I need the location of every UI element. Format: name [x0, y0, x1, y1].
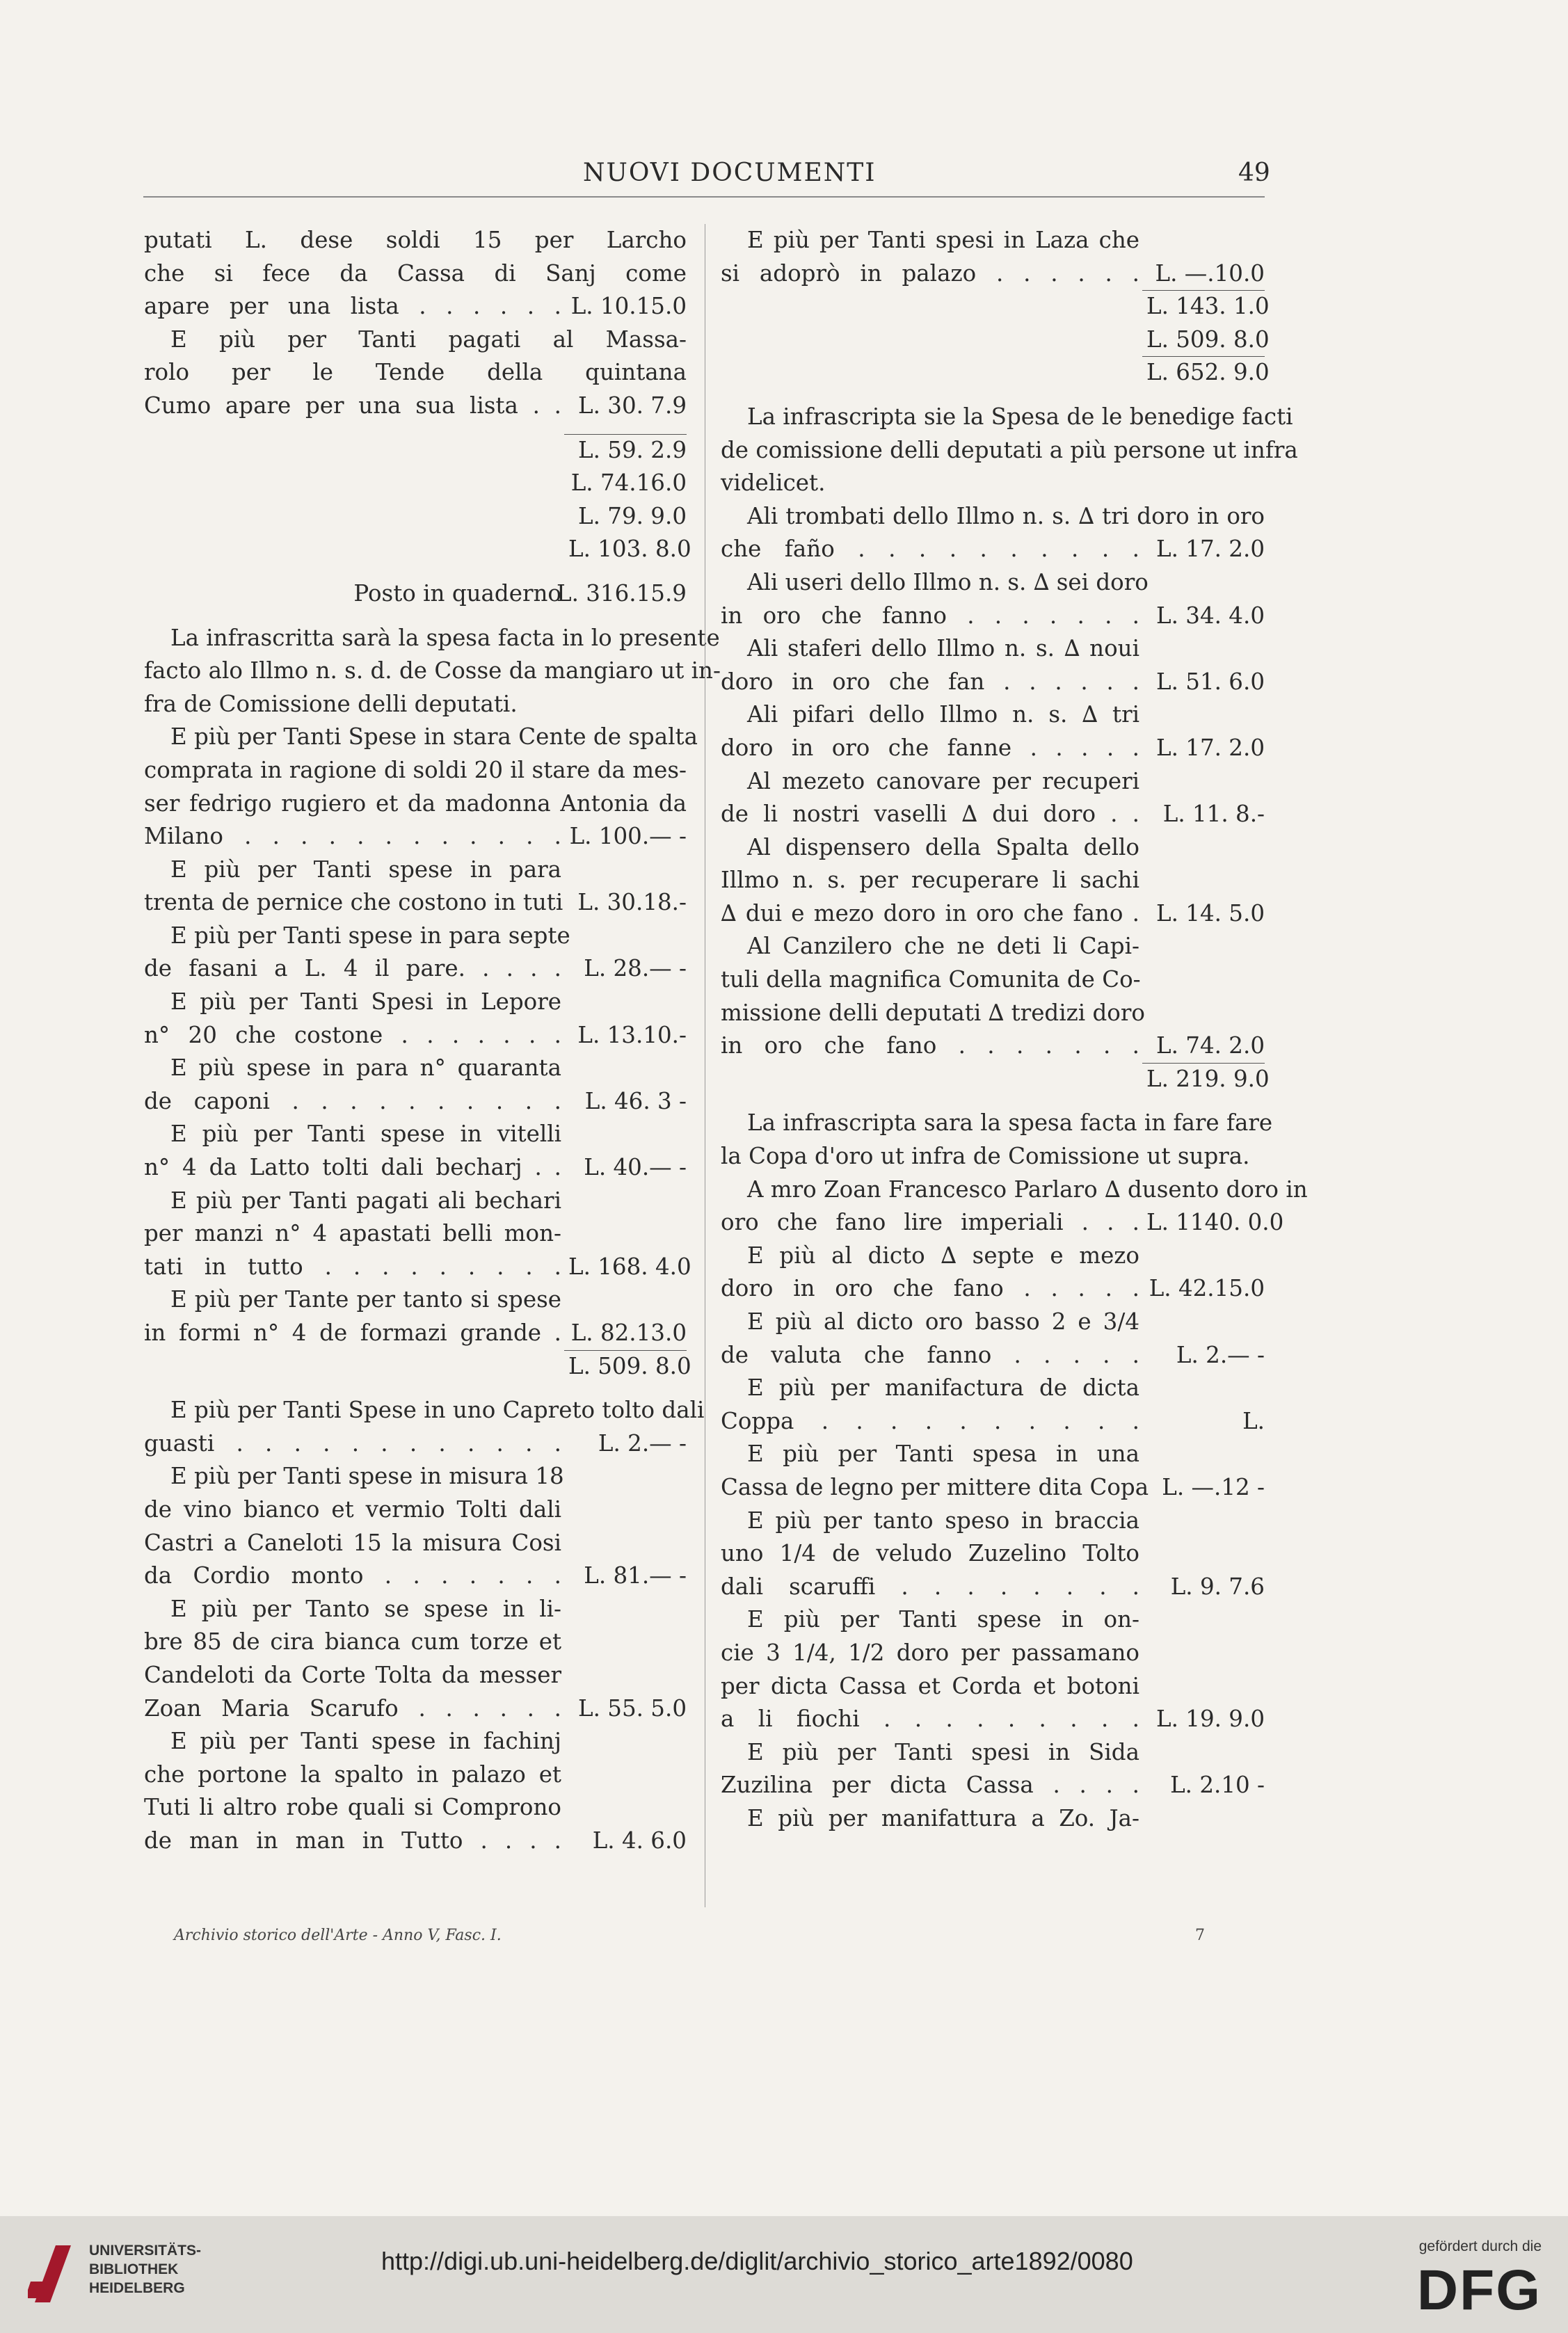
subtotal-line: [721, 356, 1270, 390]
text-line: [144, 1151, 687, 1185]
text-line: [144, 1791, 687, 1825]
subtotal-line: [721, 290, 1270, 323]
line-text: la Copa d'oro ut infra de Comissione ut supra.: [721, 1143, 1250, 1170]
amount: L. 168. 4.0: [568, 1253, 691, 1280]
text-line: [144, 1019, 687, 1052]
line-text: n° 20 che costone . . . . . . .: [144, 1021, 561, 1048]
line-text: Cassa de legno per mittere dita Copa: [721, 1473, 1149, 1500]
text-line: [721, 1372, 1265, 1405]
subtotal-line: [144, 467, 687, 500]
text-line: [144, 1085, 687, 1119]
line-text: uno 1/4 de veludo Zuzelino Tolto: [721, 1540, 1139, 1567]
text-line: [144, 1427, 687, 1461]
text-line: [144, 853, 687, 887]
text-line: [721, 1802, 1265, 1836]
line-text: E più per Tanti Spesi in Lepore: [170, 988, 561, 1016]
amount: L. 51. 6.0: [1156, 668, 1265, 695]
amount: L. 11. 8.-: [1162, 801, 1265, 828]
spacer: [721, 390, 1265, 401]
amount: L. 103. 8.0: [568, 536, 691, 563]
amount: L. 9. 7.6: [1170, 1573, 1265, 1600]
text-line: [144, 820, 687, 853]
text-line: [721, 897, 1265, 931]
amount: L. 10.15.0: [570, 293, 687, 320]
text-line: [144, 1317, 687, 1350]
text-line: [721, 1029, 1265, 1063]
line-text: de caponi . . . . . . . . . .: [144, 1087, 561, 1114]
line-text: a li fiochi . . . . . . . . .: [721, 1706, 1139, 1733]
ledger-posting-line: [144, 577, 687, 611]
line-text: doro in oro che fano . . . . .: [721, 1275, 1139, 1302]
text-line: [721, 1637, 1265, 1670]
line-text: fra de Comissione delli deputati.: [144, 690, 518, 717]
text-line: [144, 224, 687, 257]
text-line: [721, 1571, 1265, 1604]
funder-lead-text: gefördert durch die: [1418, 2238, 1542, 2254]
text-line: [144, 1659, 687, 1692]
text-line: [144, 886, 687, 920]
text-line: [721, 434, 1298, 467]
footer-signature: 7: [1195, 1927, 1205, 1944]
line-text: cie 3 1/4, 1/2 doro per passamano: [721, 1639, 1139, 1666]
text-line: [144, 1185, 687, 1218]
amount: L. 4. 6.0: [592, 1827, 687, 1854]
text-line: [144, 1825, 687, 1858]
line-text: Milano . . . . . . . . . . . .: [144, 823, 561, 850]
spacer: [721, 1096, 1265, 1107]
line-text: oro che fano lire imperiali . . .: [721, 1209, 1139, 1236]
amount: L.: [1242, 1407, 1265, 1434]
line-text: videlicet.: [721, 470, 826, 497]
library-line-3: HEIDELBERG: [89, 2280, 185, 2296]
text-line: [144, 257, 687, 291]
line-text: comprata in ragione di soldi 20 il stare da mes-: [144, 756, 687, 783]
text-line: [144, 1725, 687, 1758]
line-text: A mro Zoan Francesco Parlaro ∆ dusento doro in: [747, 1176, 1308, 1203]
line-text: Al mezeto canovare per recuperi: [747, 767, 1139, 794]
line-text: E più per Tanti pagati al Massa-: [170, 326, 687, 353]
text-line: [144, 323, 687, 357]
line-text: rolo per le Tende della quintana: [144, 359, 687, 386]
line-text: doro in oro che fan . . . . . .: [721, 668, 1139, 695]
subtotal-line: [721, 1063, 1270, 1096]
library-name: [89, 2241, 201, 2298]
line-text: Zoan Maria Scarufo . . . . . .: [144, 1694, 561, 1722]
line-text: in oro che fano . . . . . . .: [721, 1032, 1139, 1059]
digitization-url[interactable]: http://digi.ub.uni-heidelberg.de/diglit/archivio_storico_arte1892/0080: [381, 2247, 1133, 2275]
line-text: E più per manifattura a Zo. Ja-: [747, 1804, 1139, 1831]
amount: L. 79. 9.0: [578, 502, 687, 529]
line-text: E più per Tante per tanto si spese: [170, 1286, 561, 1313]
text-line: [144, 390, 687, 423]
amount: L. 1140. 0.0: [1146, 1209, 1284, 1236]
text-line: [721, 1405, 1265, 1438]
text-line: [721, 698, 1265, 732]
text-line: [721, 1306, 1265, 1339]
text-line: [721, 1240, 1265, 1273]
amount: L. 2.10 -: [1170, 1772, 1265, 1799]
text-line: [721, 732, 1265, 765]
library-line-2: BIBLIOTHEK: [89, 2261, 179, 2277]
line-text: E più per tanto speso in braccia: [747, 1507, 1139, 1534]
line-text: E più al dicto oro basso 2 e 3/4: [747, 1308, 1139, 1335]
text-line: [144, 1217, 687, 1251]
amount: L. 14. 5.0: [1156, 899, 1265, 927]
text-line: [721, 1537, 1265, 1571]
line-text: La infrascritta sarà la spesa facta in lo presente: [170, 624, 720, 651]
text-line: [144, 1052, 687, 1085]
text-line: [144, 920, 687, 953]
text-line: [721, 1471, 1265, 1505]
spacer: [144, 566, 687, 577]
line-text: La infrascripta sie la Spesa de le benedige facti: [747, 403, 1293, 430]
line-text: E più per Tanti spese in para septe: [170, 922, 570, 949]
amount: L. 82.13.0: [570, 1320, 687, 1346]
text-line: [721, 765, 1265, 799]
amount: L. —.12 -: [1162, 1473, 1265, 1500]
line-text: Ali useri dello Illmo n. s. ∆ sei doro: [747, 568, 1149, 595]
amount: L. 42.15.0: [1149, 1275, 1265, 1302]
page-header: [0, 159, 1568, 186]
line-text: de vino bianco et vermio Tolti dali: [144, 1496, 561, 1523]
text-line: [144, 1758, 687, 1792]
spacer: [144, 611, 687, 622]
text-line: [721, 1670, 1265, 1703]
text-line: [721, 1603, 1265, 1637]
line-text: E più al dicto ∆ septe e mezo: [747, 1242, 1139, 1269]
text-line: [721, 930, 1265, 963]
text-line: [721, 666, 1265, 699]
line-text: Ali pifari dello Illmo n. s. ∆ tri: [747, 701, 1139, 728]
line-text: Illmo n. s. per recuperare li sachi: [721, 867, 1139, 894]
amount: L. 34. 4.0: [1156, 602, 1265, 629]
line-text: E più spese in para n° quaranta: [170, 1055, 561, 1082]
text-line: [144, 1283, 687, 1317]
text-line: [144, 787, 687, 821]
line-text: E più per Tanto se spese in li-: [170, 1595, 561, 1622]
library-logo: [28, 2236, 264, 2312]
text-line: [721, 566, 1265, 600]
line-text: missione delli deputati ∆ tredizi doro: [721, 999, 1145, 1026]
text-line: [721, 1206, 1284, 1240]
line-text: E più per Tanti spese in on-: [747, 1606, 1139, 1633]
amount: L. 28.— -: [584, 955, 687, 982]
amount: L. 74.16.0: [570, 470, 687, 497]
line-text: de man in man in Tutto . . . .: [144, 1827, 561, 1854]
text-line: [144, 1118, 687, 1151]
text-line: [721, 632, 1265, 666]
amount: L. 81.— -: [584, 1562, 687, 1589]
line-text: E più per Tanti spesi in Laza che: [747, 227, 1139, 253]
line-text: E più per Tanti spese in para: [170, 856, 561, 883]
running-title: NUOVI DOCUMENTI: [583, 159, 877, 187]
library-seal-icon: [28, 2240, 78, 2307]
text-line: [721, 1703, 1265, 1736]
text-line: [144, 1460, 687, 1493]
line-text: Ali trombati dello Illmo n. s. ∆ tri doro in oro: [747, 502, 1265, 529]
amount: L. 19. 9.0: [1156, 1706, 1265, 1733]
line-text: Coppa . . . . . . . . . .: [721, 1407, 1139, 1434]
library-line-1: UNIVERSITÄTS-: [89, 2243, 202, 2259]
posting-label: Posto in quaderno: [353, 579, 561, 607]
line-text: E più per Tanti spesi in Sida: [747, 1738, 1139, 1765]
line-text: E più per Tanti spese in fachinj: [170, 1728, 561, 1755]
amount: L. 509. 8.0: [568, 1352, 691, 1379]
line-text: E più per Tanti pagati ali bechari: [170, 1187, 561, 1214]
page-number: 49: [1238, 159, 1270, 187]
text-line: [144, 655, 721, 688]
amount: L. 17. 2.0: [1156, 734, 1265, 761]
line-text: Candeloti da Corte Tolta da messer: [144, 1661, 561, 1688]
text-line: [721, 1173, 1308, 1207]
amount: L. 40.— -: [584, 1154, 687, 1181]
line-text: Tuti li altro robe quali si Comprono: [144, 1794, 561, 1821]
line-text: tuli della magnifica Comunita de Co-: [721, 966, 1141, 993]
line-text: Cumo apare per una sua lista . .: [144, 392, 561, 419]
text-line: [721, 831, 1265, 865]
subtotal-line: [721, 323, 1270, 357]
text-line: [144, 1527, 687, 1560]
right-column: [721, 224, 1308, 1836]
amount: L. 2.— -: [1176, 1341, 1265, 1368]
text-line: [144, 1626, 687, 1659]
line-text: per manzi n° 4 apastati belli mon-: [144, 1220, 561, 1247]
line-text: ∆ dui e mezo doro in oro che fano .: [721, 899, 1139, 927]
amount: L. 30. 7.9: [578, 392, 687, 419]
text-line: [721, 1107, 1273, 1140]
amount: L. 17. 2.0: [1156, 536, 1265, 563]
line-text: La infrascripta sara la spesa facta in fare fare: [747, 1109, 1273, 1137]
text-line: [721, 1339, 1265, 1372]
amount: L. 55. 5.0: [578, 1694, 687, 1722]
amount: L. 509. 8.0: [1146, 326, 1270, 353]
spacer: [144, 423, 687, 434]
amount: L. 219. 9.0: [1146, 1065, 1270, 1092]
text-line: [721, 1272, 1265, 1306]
line-text: de valuta che fanno . . . . .: [721, 1341, 1139, 1368]
text-line: [721, 1736, 1265, 1770]
text-line: [721, 401, 1293, 434]
line-text: E più per manifactura de dicta: [747, 1374, 1139, 1402]
line-text: E più per Tanti spese in vitelli: [170, 1121, 561, 1148]
line-text: trenta de pernice che costono in tuti: [144, 889, 563, 916]
text-line: [721, 533, 1265, 566]
subtotal-line: [144, 1350, 691, 1384]
amount: L. 100.— -: [569, 823, 687, 850]
line-text: de fasani a L. 4 il pare. . . . .: [144, 955, 561, 982]
line-text: E più per Tanti spese in misura 18: [170, 1463, 564, 1490]
text-line: [721, 798, 1265, 831]
line-text: putati L. dese soldi 15 per Larcho: [144, 227, 687, 253]
subtotal-line: [144, 533, 691, 566]
text-line: [721, 864, 1265, 897]
line-text: de comissione delli deputati a più persone ut infra: [721, 436, 1298, 463]
dfg-logo: DFG: [1416, 2259, 1542, 2322]
line-text: Al dispensero della Spalta dello: [747, 833, 1139, 860]
line-text: da Cordio monto . . . . . . .: [144, 1562, 561, 1589]
text-line: [144, 952, 687, 986]
text-line: [144, 356, 687, 390]
amount: L. 30.18.-: [577, 889, 687, 916]
text-line: [144, 622, 720, 655]
amount: L. 13.10.-: [577, 1021, 687, 1048]
line-text: guasti . . . . . . . . . . . .: [144, 1429, 561, 1457]
text-line: [144, 754, 687, 787]
text-line: [144, 1394, 705, 1427]
line-text: Al Canzilero che ne deti li Capi-: [747, 933, 1139, 960]
line-text: de li nostri vaselli ∆ dui doro . .: [721, 801, 1139, 828]
posting-amount: L. 316.15.9: [557, 579, 687, 607]
amount: L. 74. 2.0: [1156, 1032, 1265, 1059]
line-text: E più per Tanti Spese in stara Cente de spalta: [170, 723, 698, 751]
line-text: Castri a Caneloti 15 la misura Cosi: [144, 1529, 561, 1556]
text-line: [144, 688, 687, 721]
amount: L. 652. 9.0: [1146, 359, 1270, 386]
amount: L. 2.— -: [598, 1429, 687, 1457]
line-text: bre 85 de cira bianca cum torze et: [144, 1628, 561, 1655]
amount: L. —.10.0: [1155, 259, 1265, 287]
amount: L. 143. 1.0: [1146, 293, 1270, 320]
line-text: facto alo Illmo n. s. d. de Cosse da mangiaro ut in-: [144, 657, 721, 684]
amount: L. 59. 2.9: [578, 436, 687, 463]
line-text: n° 4 da Latto tolti dali becharj . .: [144, 1154, 561, 1181]
line-text: che portone la spalto in palazo et: [144, 1761, 561, 1788]
line-text: Zuzilina per dicta Cassa . . . .: [721, 1772, 1139, 1799]
line-text: in formi n° 4 de formazi grande .: [144, 1320, 561, 1346]
line-text: che faño . . . . . . . . . .: [721, 536, 1139, 563]
line-text: doro in oro che fanne . . . . .: [721, 734, 1139, 761]
amount: L. 46. 3 -: [584, 1087, 687, 1114]
line-text: per dicta Cassa et Corda et botoni: [721, 1672, 1139, 1699]
text-line: [144, 1593, 687, 1626]
text-line: [144, 290, 687, 323]
text-line: [721, 1140, 1265, 1173]
text-line: [144, 1560, 687, 1593]
text-line: [144, 1251, 691, 1284]
line-text: si adoprò in palazo . . . . . .: [721, 259, 1139, 287]
line-text: ser fedrigo rugiero et da madonna Antonia da: [144, 789, 687, 817]
spacer: [144, 1383, 687, 1394]
text-line: [721, 257, 1265, 291]
line-text: apare per una lista . . . . . .: [144, 293, 561, 320]
text-line: [721, 1438, 1265, 1471]
text-line: [144, 1493, 687, 1527]
text-line: [721, 1505, 1265, 1538]
header-rule: [143, 196, 1265, 198]
line-text: E più per Tanti spesa in una: [747, 1441, 1139, 1468]
text-line: [144, 986, 687, 1019]
subtotal-line: [144, 434, 687, 467]
line-text: che si fece da Cassa di Sanj come: [144, 259, 687, 287]
left-column: [144, 224, 721, 1858]
line-text: tati in tutto . . . . . . . . .: [144, 1253, 561, 1280]
line-text: Ali staferi dello Illmo n. s. ∆ noui: [747, 635, 1139, 662]
line-text: E più per Tanti Spese in uno Capreto tolto dali: [170, 1397, 705, 1424]
line-text: in oro che fanno . . . . . . .: [721, 602, 1139, 629]
line-text: dali scaruffi . . . . . . . .: [721, 1573, 1139, 1600]
text-line: [144, 1692, 687, 1726]
text-line: [721, 600, 1265, 633]
footer-journal-note: Archivio storico dell'Arte - Anno V, Fasc. I.: [174, 1927, 502, 1944]
text-line: [721, 963, 1265, 997]
text-line: [721, 467, 1265, 500]
text-line: [144, 721, 698, 754]
text-line: [721, 500, 1265, 534]
text-line: [721, 224, 1265, 257]
subtotal-line: [144, 500, 687, 534]
text-line: [721, 997, 1265, 1030]
text-line: [721, 1769, 1265, 1802]
